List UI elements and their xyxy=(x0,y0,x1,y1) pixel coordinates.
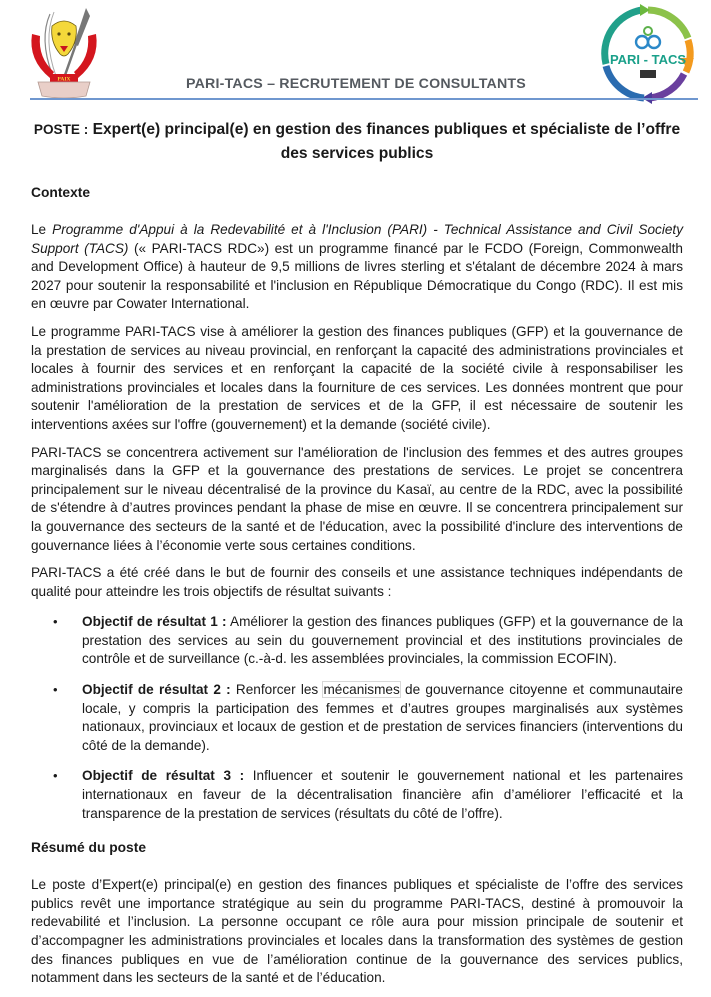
document-body xyxy=(31,118,683,997)
objective-text: Influencer et soutenir le gouvernement national et les partenaires internationaux en faveur de la décentralisation financière afin d’améliorer l’efficacité et la transparence de la prestation de services (résultats du côté de l’offre). xyxy=(82,768,683,821)
svg-text:PARI - TACS: PARI - TACS xyxy=(609,52,687,67)
objective-item-2 xyxy=(31,681,683,755)
highlighted-word: mécanismes xyxy=(323,682,400,698)
objective-item-3 xyxy=(31,767,683,823)
bullet-icon: • xyxy=(53,614,58,630)
post-title-text: Expert(e) principal(e) en gestion des finances publiques et spécialiste de l’offre des services publics xyxy=(92,121,681,162)
contexte-paragraph-3: PARI-TACS se concentrera activement sur l'amélioration de l'inclusion des femmes et des autres groupes marginalisés dans la GFP et la gouvernance des prestations de services. Le projet se concentrera principalement sur le niveau décentralisé de la province du Kasaï, au centre de la RDC, avec la possibilité de s'étendre à d’autres provinces pendant la phase de mise en œuvre. Il se concentrera principalement sur la gouvernance des secteurs de la santé et de l'éducation, avec la possibilité d'inclure des interventions de gouvernance liées à l’économie verte sous certaines conditions. xyxy=(31,444,683,553)
contexte-paragraph-1 xyxy=(31,221,683,314)
objective-text: de gouvernance citoyenne et communautaire locale, y compris la participation des femmes et d’autres groupes marginalisés aux systèmes nationaux, provinciaux et locaux de gestion et de prestation de services financiers (interventions du côté de la demande). xyxy=(82,682,683,753)
post-label: POSTE : xyxy=(33,122,89,137)
objective-text: Renforcer les xyxy=(230,682,324,698)
section-heading-contexte: Contexte xyxy=(31,185,91,200)
text-prefix: Le xyxy=(31,222,53,237)
post-title xyxy=(31,118,683,166)
objective-text: Améliorer la gestion des finances publiques (GFP) et la gouvernance de la prestation des services au sein du gouvernement provincial et des institutions provinciales de contrôle et de surveillance (c.-à-d. les assemblées provinciales, la commission ECOFIN). xyxy=(82,614,683,667)
objectives-list xyxy=(31,613,683,823)
text-rest: (« PARI-TACS RDC») est un programme financé par le FCDO (Foreign, Commonwealth and Development Office) à hauteur de 9,5 millions de livres sterling et s'étalant de décembre 2024 à mars 2027 pour soutenir la responsabilité et l'inclusion en République Démocratique du Congo (RDC). Il est mis en œuvre par Cowater International. xyxy=(31,240,683,312)
objective-label: Objectif de résultat 1 : xyxy=(82,614,227,630)
drc-coat-of-arms-icon xyxy=(28,4,100,100)
section-heading-resume: Résumé du poste xyxy=(31,840,146,856)
bullet-icon: • xyxy=(53,768,58,784)
page-header xyxy=(0,0,711,105)
contexte-paragraph-4: PARI-TACS a été créé dans le but de fournir des conseils et une assistance techniques indépendants de qualité pour atteindre les trois objectifs de résultat suivants : xyxy=(31,565,683,599)
header-title: PARI-TACS – RECRUTEMENT DE CONSULTANTS xyxy=(186,76,526,92)
bullet-icon: • xyxy=(53,682,58,698)
objective-label: Objectif de résultat 3 : xyxy=(82,768,245,784)
objective-label: Objectif de résultat 2 : xyxy=(82,682,231,698)
programme-name: Programme d'Appui à la Redevabilité et à l'Inclusion (PARI) - Technical Assistance and Civil Society Support (TACS) xyxy=(31,222,683,256)
svg-text:PAIX: PAIX xyxy=(57,76,71,83)
header-divider xyxy=(30,98,698,100)
objective-item-1 xyxy=(31,613,683,669)
pari-tacs-logo-icon xyxy=(596,2,700,106)
resume-paragraph-1: Le poste d’Expert(e) principal(e) en gestion des finances publiques et spécialiste de l’offre des services publics revêt une importance stratégique au sein du programme PARI-TACS, destiné à promouvoir la redevabilité et l’inclusion. La personne occupant ce rôle aura pour mission principale de soutenir et d’accompagner les administrations provinciales et locales dans la transformation des systèmes de gestion des finances publiques en vue de l’amélioration continue de la gouvernance des services publics, notamment dans les secteurs de la santé et de l’éducation. xyxy=(31,877,683,986)
contexte-paragraph-2: Le programme PARI-TACS vise à améliorer la gestion des finances publiques (GFP) et la gouvernance de la prestation de services au niveau provincial, en renforçant la capacité des administrations provinciales et locales à fournir des services et en renforçant la capacité de la société civile à responsabiliser les administrations provinciales et locales dans la fourniture de ces services. Les données montrent que pour soutenir l'amélioration de la prestation de services et de la GFP, il est nécessaire de soutenir les interventions axées sur l'offre (gouvernement) et la demande (société civile). xyxy=(31,323,683,432)
